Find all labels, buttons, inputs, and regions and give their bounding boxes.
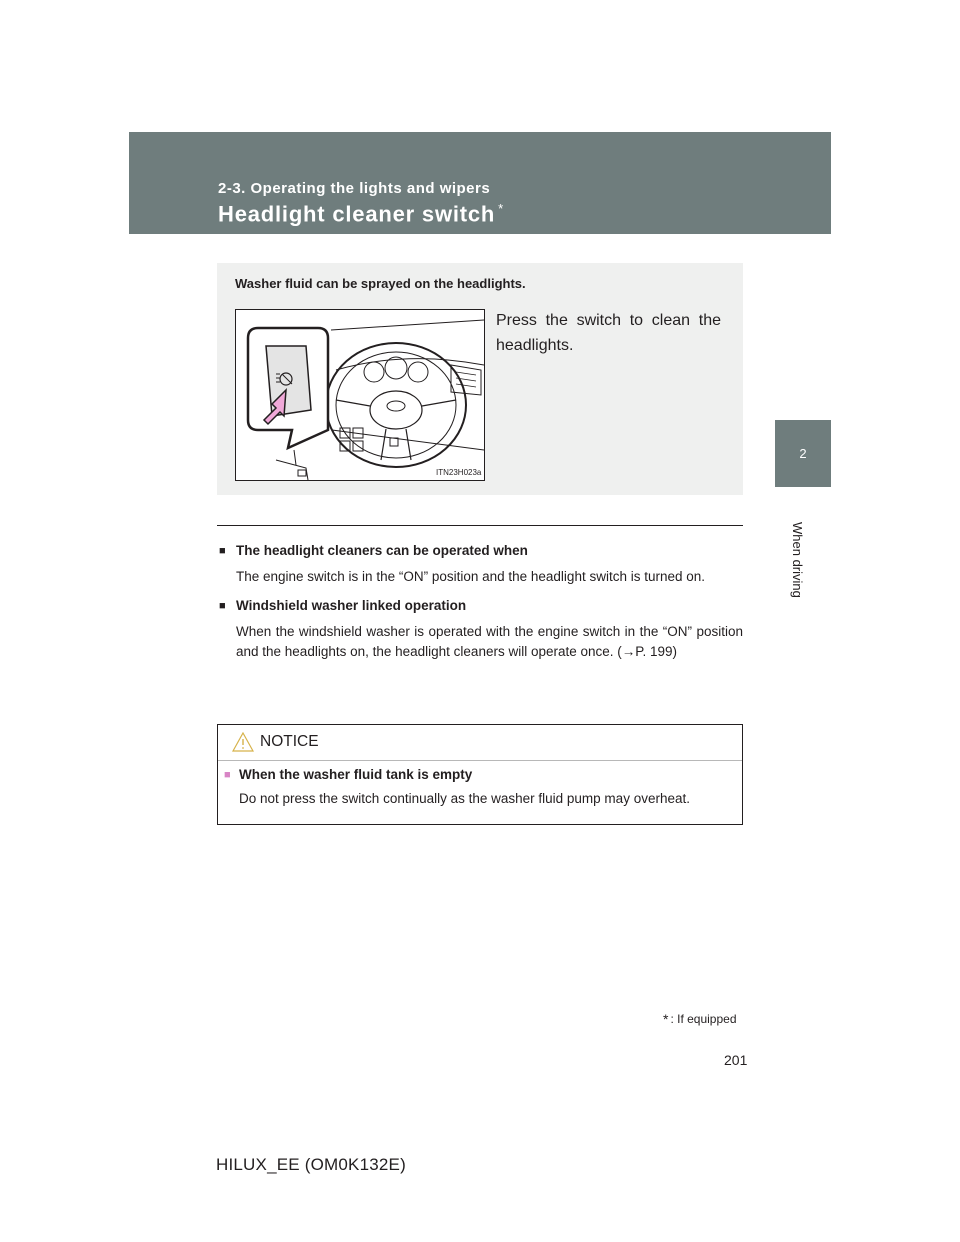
notice-divider bbox=[218, 760, 742, 761]
notice-header bbox=[232, 732, 319, 752]
square-bullet-icon: ■ bbox=[219, 600, 226, 612]
footnote-text: : If equipped bbox=[670, 1012, 737, 1026]
note-heading bbox=[217, 598, 743, 613]
notice-subheading bbox=[220, 767, 472, 782]
page-title bbox=[218, 201, 504, 227]
chapter-number: 2 bbox=[799, 446, 807, 461]
document-id: HILUX_EE (OM0K132E) bbox=[216, 1155, 406, 1174]
figure-code: ITN23H023a bbox=[436, 468, 482, 477]
header-band bbox=[129, 132, 831, 234]
warning-triangle-icon bbox=[232, 732, 254, 752]
note-body: When the windshield washer is operated with the engine switch in the “ON” position and the headlights on, the headlight cleaners will operate once. (→P. 199) bbox=[236, 624, 743, 659]
note-body: The engine switch is in the “ON” position and the headlight switch is turned on. bbox=[236, 569, 706, 584]
notice-text: Do not press the switch continually as the washer fluid pump may overheat. bbox=[239, 791, 690, 806]
chapter-label: When driving bbox=[790, 522, 805, 598]
page-title-text: Headlight cleaner switch bbox=[218, 201, 496, 227]
notice-title: NOTICE bbox=[260, 733, 319, 750]
square-bullet-icon: ■ bbox=[224, 769, 231, 781]
equipment-mark: * bbox=[498, 201, 505, 216]
notes-section bbox=[217, 543, 743, 673]
square-bullet-icon: ■ bbox=[219, 545, 226, 557]
note-heading-text: Windshield washer linked operation bbox=[236, 598, 467, 613]
instruction-text: Press the switch to clean the headlights. bbox=[496, 312, 721, 354]
notice-box bbox=[217, 724, 743, 825]
notice-subheading-text: When the washer fluid tank is empty bbox=[239, 767, 473, 782]
dashboard-illustration bbox=[235, 309, 485, 481]
info-box bbox=[217, 263, 743, 495]
section-title: 2-3. Operating the lights and wipers bbox=[218, 180, 491, 197]
divider bbox=[217, 525, 743, 526]
chapter-tab bbox=[775, 420, 831, 487]
page-number: 201 bbox=[724, 1052, 748, 1068]
dashboard-drawing bbox=[236, 310, 484, 480]
note-heading bbox=[217, 543, 743, 558]
note-heading-text: The headlight cleaners can be operated when bbox=[236, 543, 528, 558]
asterisk-icon: * bbox=[663, 1011, 669, 1027]
footnote bbox=[663, 1011, 737, 1027]
intro-text: Washer fluid can be sprayed on the headlights. bbox=[235, 276, 526, 291]
